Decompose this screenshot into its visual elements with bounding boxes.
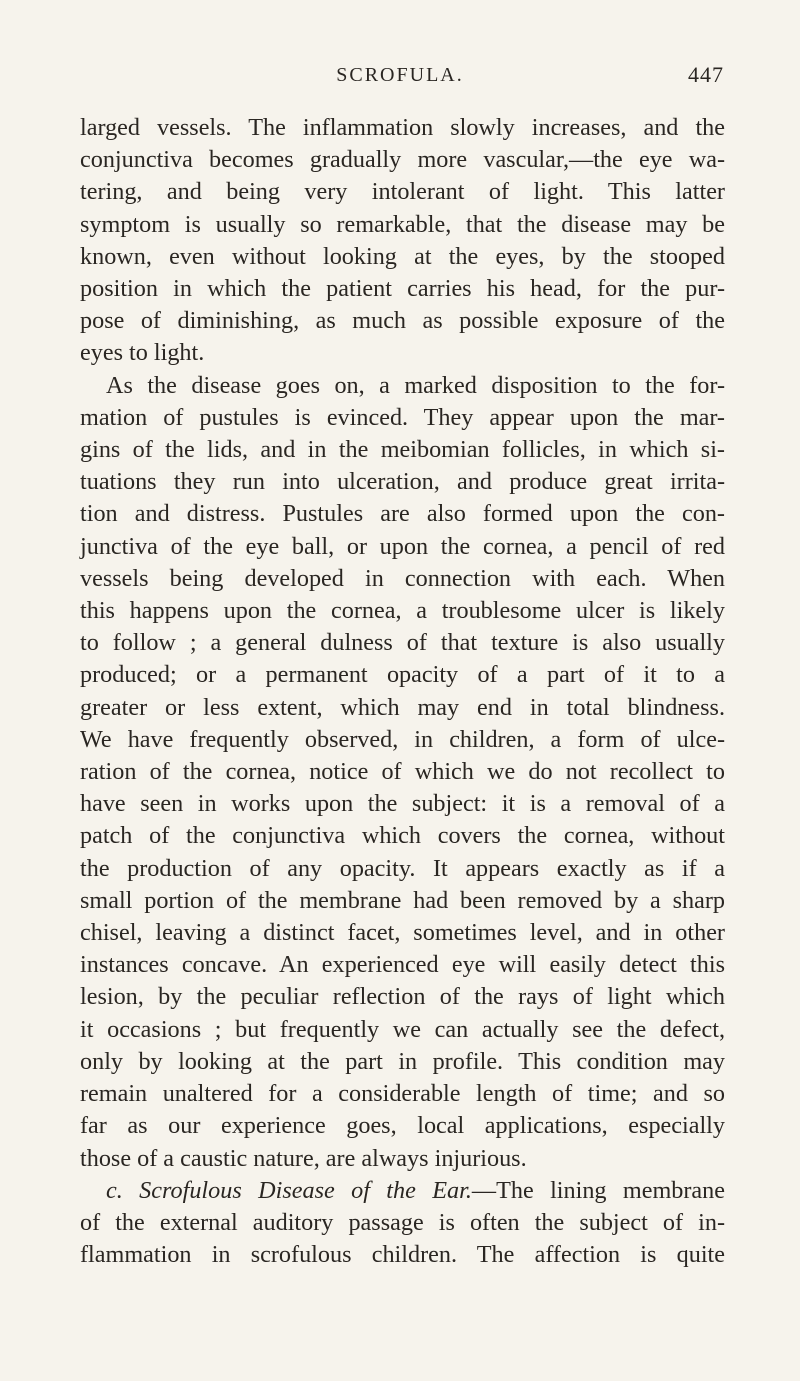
text-line: to follow ; a general dulness of that texture is also usually <box>80 629 725 657</box>
page-number: 447 <box>688 62 724 87</box>
text-line: tering, and being very intolerant of light. This latter <box>80 178 725 206</box>
text-line: have seen in works upon the subject: it is a removal of a <box>80 790 725 818</box>
text-line: larged vessels. The inflammation slowly increases, and the <box>80 114 725 141</box>
text-line: eyes to light. <box>80 339 205 367</box>
section-heading: c. Scrofulous Disease of the Ear. <box>106 1176 472 1204</box>
text-line: junctiva of the eye ball, or upon the cornea, a pencil of red <box>80 532 725 560</box>
text-line: produced; or a permanent opacity of a part of it to a <box>80 661 725 689</box>
text-line: remain unaltered for a considerable length of time; and so <box>80 1080 725 1108</box>
text-line: As the disease goes on, a marked disposition to the for- <box>106 371 725 399</box>
text-line: greater or less extent, which may end in total blindness. <box>80 693 725 721</box>
text-line: small portion of the membrane had been removed by a sharp <box>80 886 725 914</box>
text-line: position in which the patient carries his head, for the pur- <box>80 275 725 303</box>
text-line: tion and distress. Pustules are also formed upon the con- <box>80 500 725 528</box>
text-line: We have frequently observed, in children, a form of ulce- <box>80 725 725 753</box>
text-line: only by looking at the part in profile. This condition may <box>80 1047 725 1075</box>
text-line: gins of the lids, and in the meibomian follicles, in which si- <box>80 436 725 464</box>
text-line: conjunctiva becomes gradually more vascular,—the eye wa- <box>80 146 725 174</box>
section-heading-line <box>80 1175 725 1207</box>
text-line: the production of any opacity. It appears exactly as if a <box>80 854 725 882</box>
text-line: ration of the cornea, notice of which we do not recollect to <box>80 758 725 786</box>
text-line: instances concave. An experienced eye will easily detect this <box>80 951 725 979</box>
body-text <box>80 112 725 1271</box>
text-line: far as our experience goes, local applications, especially <box>80 1112 725 1140</box>
text-line: known, even without looking at the eyes, by the stooped <box>80 242 725 270</box>
text-line: of the external auditory passage is often the subject of in- <box>80 1208 725 1236</box>
text-run: —The lining membrane <box>471 1176 725 1204</box>
text-line: this happens upon the cornea, a troublesome ulcer is likely <box>80 597 725 625</box>
text-line: mation of pustules is evinced. They appear upon the mar- <box>80 403 725 431</box>
text-line: it occasions ; but frequently we can actually see the defect, <box>80 1015 725 1043</box>
text-line: flammation in scrofulous children. The affection is quite <box>80 1241 725 1269</box>
text-line: symptom is usually so remarkable, that the disease may be <box>80 210 725 238</box>
text-line: vessels being developed in connection with each. When <box>80 564 725 592</box>
text-line: those of a caustic nature, are always injurious. <box>80 1144 527 1172</box>
text-line: patch of the conjunctiva which covers the cornea, without <box>80 822 725 850</box>
running-title: SCROFULA. <box>336 64 464 86</box>
running-head <box>0 56 800 96</box>
text-line: chisel, leaving a distinct facet, sometimes level, and in other <box>80 919 725 947</box>
text-line: lesion, by the peculiar reflection of the rays of light which <box>80 983 725 1011</box>
text-line: tuations they run into ulceration, and produce great irrita- <box>80 468 725 496</box>
text-line: pose of diminishing, as much as possible exposure of the <box>80 307 725 335</box>
